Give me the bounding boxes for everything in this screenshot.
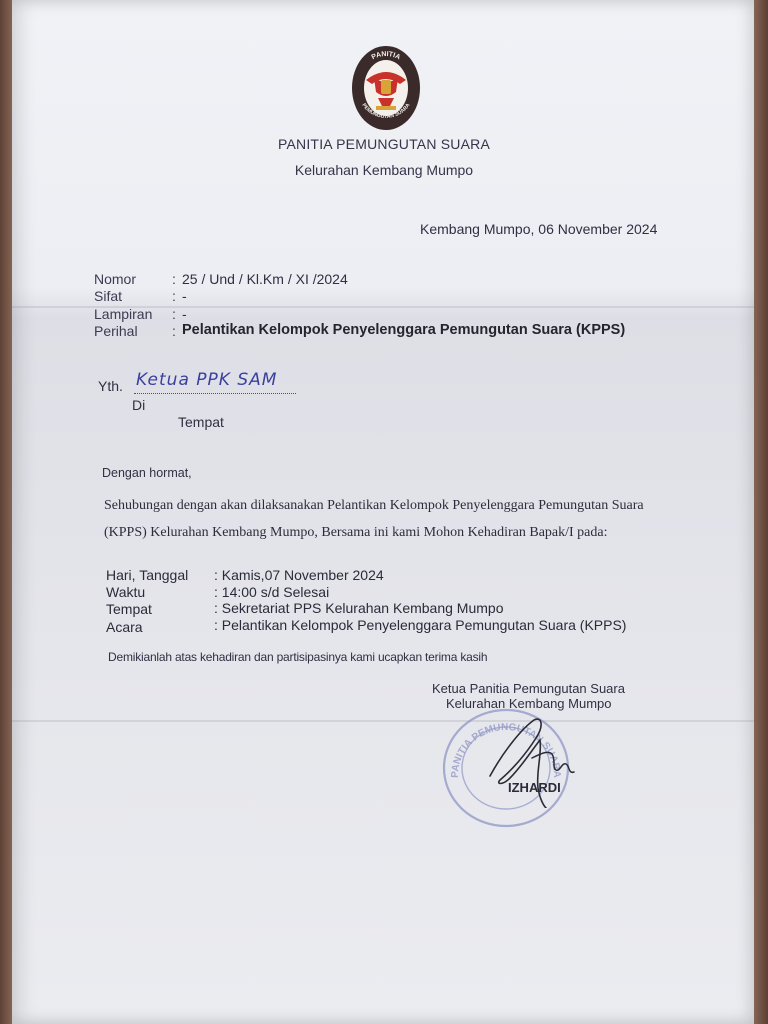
org-name: PANITIA PEMUNGUTAN SUARA	[278, 136, 490, 152]
event-label-time: Waktu	[106, 584, 146, 600]
meta-label-nomor: Nomor	[94, 271, 137, 287]
meta-colon: :	[172, 323, 176, 339]
meta-label-sifat: Sifat	[94, 288, 123, 304]
event-value-place: : Sekretariat PPS Kelurahan Kembang Mumpo	[214, 600, 504, 616]
closing-remark: Demikianlah atas kehadiran dan partisipasinya kami ucapkan terima kasih	[108, 650, 488, 664]
recipient-place: Tempat	[178, 414, 224, 430]
org-area: Kelurahan Kembang Mumpo	[294, 162, 474, 178]
meta-value-nomor: 25 / Und / Kl.Km / XI /2024	[182, 271, 348, 287]
greeting: Dengan hormat,	[102, 466, 192, 480]
meta-label-perihal: Perihal	[94, 323, 138, 339]
event-label-date: Hari, Tanggal	[106, 567, 189, 583]
logo-text-bottom: PEMUNGUTAN SUARA	[360, 102, 412, 121]
table-surface-right	[752, 0, 768, 1024]
meta-value-perihal: Pelantikan Kelompok Penyelenggara Pemungutan Suara (KPPS)	[182, 322, 626, 338]
meta-colon: :	[172, 271, 176, 287]
meta-colon: :	[172, 288, 176, 304]
event-label-place: Tempat	[106, 601, 152, 617]
meta-label-lampiran: Lampiran	[94, 306, 153, 322]
recipient-prefix: Yth.	[98, 378, 123, 394]
signer-name: IZHARDI	[508, 780, 561, 795]
event-value-date: : Kamis,07 November 2024	[214, 567, 384, 583]
event-label-agenda: Acara	[106, 619, 143, 635]
meta-value-lampiran: -	[182, 306, 187, 322]
garuda-emblem-icon	[350, 44, 422, 132]
logo-text-top: PANITIA	[370, 50, 402, 62]
event-value-agenda: : Pelantikan Kelompok Penyelenggara Pemungutan Suara (KPPS)	[214, 617, 627, 633]
signer-title-line-1: Ketua Panitia Pemungutan Suara	[432, 681, 625, 696]
paper-fold-line	[12, 720, 754, 722]
body-line-1: Sehubungan dengan akan dilaksanakan Pelantikan Kelompok Penyelenggara Pemungutan Suara	[104, 498, 644, 513]
body-line-2: (KPPS) Kelurahan Kembang Mumpo, Bersama ini kami Mohon Kehadiran Bapak/I pada:	[104, 525, 608, 540]
meta-value-sifat: -	[182, 288, 187, 304]
recipient-di: Di	[132, 397, 146, 413]
stamp-text: PANITIA PEMUNGUTAN SUARA	[449, 721, 563, 779]
event-value-time: : 14:00 s/d Selesai	[214, 584, 330, 600]
recipient-dotted-line	[134, 393, 296, 394]
meta-colon: :	[172, 306, 176, 322]
signer-title-line-2: Kelurahan Kembang Mumpo	[446, 696, 612, 711]
place-date: Kembang Mumpo, 06 November 2024	[420, 221, 658, 237]
recipient-name-handwritten: Ketua PPK SAM	[136, 370, 278, 390]
